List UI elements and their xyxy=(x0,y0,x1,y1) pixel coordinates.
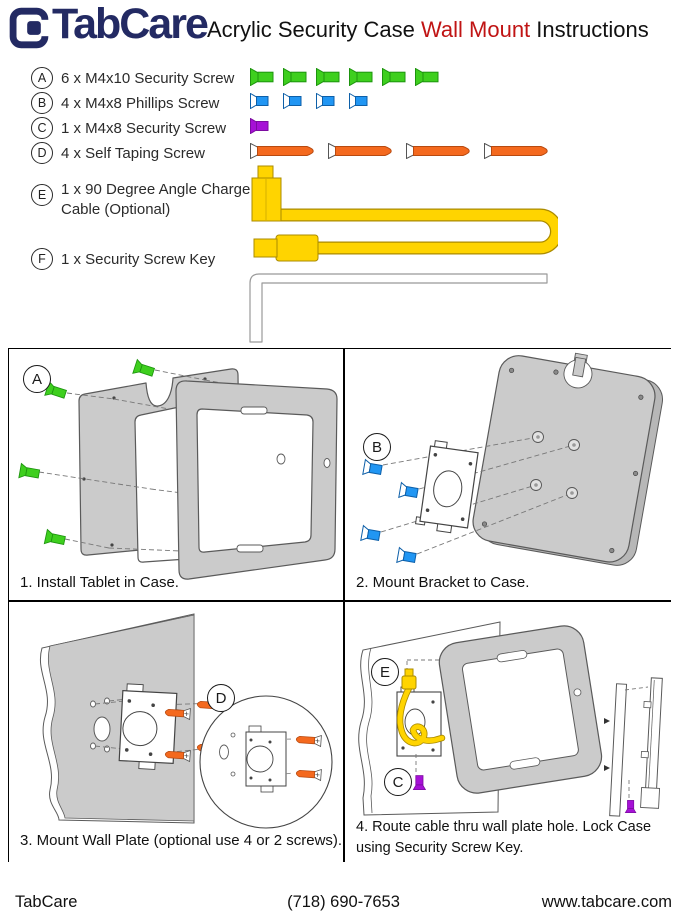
title-prefix: Acrylic Security Case xyxy=(207,17,421,42)
case-back-assembly xyxy=(470,349,669,568)
green-security-screw-icon xyxy=(250,68,274,86)
title-highlight: Wall Mount xyxy=(420,17,531,42)
footer-website: www.tabcare.com xyxy=(541,893,672,911)
wall-cable-hole xyxy=(94,717,110,741)
step-3-diagram xyxy=(9,602,341,861)
green-security-screw-icon xyxy=(382,68,406,86)
step-3-caption: 3. Mount Wall Plate (optional use 4 or 2 screws). xyxy=(20,832,343,849)
part-label-c: 1 x M4x8 Security Screw xyxy=(61,120,227,137)
step-1-badge: A xyxy=(23,365,51,393)
footer xyxy=(0,893,679,912)
purple-security-screw-side xyxy=(625,800,636,812)
page-title xyxy=(207,17,649,43)
footer-phone: (718) 690-7653 xyxy=(287,893,400,911)
blue-screws xyxy=(361,460,419,566)
orange-self-taping-screw-icon xyxy=(328,143,398,159)
part-label-f: 1 x Security Screw Key xyxy=(61,251,216,268)
blue-phillips-screw-icons xyxy=(250,93,368,109)
mounted-case-shape xyxy=(436,623,604,796)
part-label-e: 1 x 90 Degree Angle Charge Cable (Optional) xyxy=(61,181,251,218)
brand-name: TabCare xyxy=(52,0,207,48)
side-profile-view xyxy=(604,678,665,817)
step-3-badge: D xyxy=(207,684,235,712)
step-1-caption: 1. Install Tablet in Case. xyxy=(20,574,179,591)
green-security-screw-icons xyxy=(250,68,439,86)
part-label-b: 4 x M4x8 Phillips Screw xyxy=(61,95,220,112)
orange-self-taping-screw-icon xyxy=(250,143,320,159)
tabcare-logo-icon xyxy=(9,7,49,49)
part-badge-c: C xyxy=(31,117,53,139)
part-badge-b: B xyxy=(31,92,53,114)
blue-phillips-screw-icon xyxy=(250,93,269,109)
part-badge-d: D xyxy=(31,142,53,164)
orange-self-taping-screw-icons xyxy=(250,143,554,159)
green-security-screw-icon xyxy=(283,68,307,86)
two-screw-detail-view xyxy=(200,696,332,828)
purple-security-screw-icons xyxy=(250,118,269,134)
title-suffix: Instructions xyxy=(530,17,649,42)
steps-grid xyxy=(8,348,671,862)
step-4-badge-cable: E xyxy=(371,658,399,686)
allen-key-icon xyxy=(246,271,552,345)
step-2-badge: B xyxy=(363,433,391,461)
green-security-screw-icon xyxy=(349,68,373,86)
step-panel-1 xyxy=(9,349,343,600)
part-badge-e: E xyxy=(31,184,53,206)
blue-phillips-screw-icon xyxy=(316,93,335,109)
yellow-angle-cable-icon xyxy=(248,165,558,267)
part-label-d: 4 x Self Taping Screw xyxy=(61,145,205,162)
part-badge-f: F xyxy=(31,248,53,270)
orange-self-taping-screw-icon xyxy=(484,143,554,159)
step-4-caption: 4. Route cable thru wall plate hole. Lock Case using Security Screw Key. xyxy=(356,819,652,856)
green-security-screw-icon xyxy=(316,68,340,86)
vesa-bracket-shape xyxy=(415,440,479,535)
green-security-screw-icon xyxy=(415,68,439,86)
blue-phillips-screw-icon xyxy=(349,93,368,109)
orange-self-taping-screw-icon xyxy=(406,143,476,159)
footer-brand: TabCare xyxy=(15,893,78,911)
step-1-diagram xyxy=(9,349,341,598)
blue-phillips-screw-icon xyxy=(283,93,302,109)
part-label-a: 6 x M4x10 Security Screw xyxy=(61,70,235,87)
step-panel-4 xyxy=(345,602,672,863)
step-4-badge-lock: C xyxy=(384,768,412,796)
step-panel-3 xyxy=(9,602,343,863)
step-2-diagram xyxy=(345,349,670,598)
parts-list xyxy=(0,60,679,348)
purple-security-screw-icon xyxy=(250,118,269,134)
step-2-caption: 2. Mount Bracket to Case. xyxy=(356,574,530,591)
part-badge-a: A xyxy=(31,67,53,89)
step-panel-2 xyxy=(345,349,672,600)
